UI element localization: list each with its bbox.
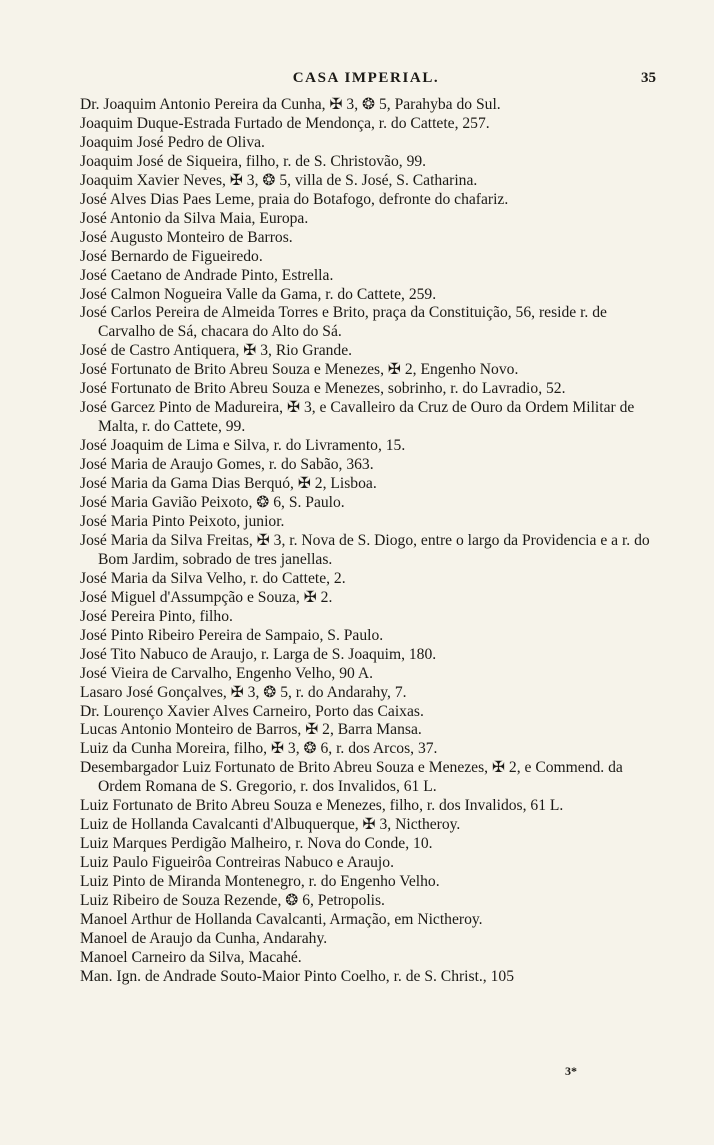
list-item: José de Castro Antiquera, ✠ 3, Rio Grande.	[80, 342, 353, 360]
list-item: Luiz Fortunato de Brito Abreu Souza e Menezes, filho, r. dos Invalidos, 61 L.	[80, 797, 564, 815]
list-item: José Maria da Silva Velho, r. do Cattete, 2.	[80, 569, 346, 587]
list-item: José Bernardo de Figueiredo.	[80, 247, 263, 265]
list-item: José Fortunato de Brito Abreu Souza e Menezes, sobrinho, r. do Lavradio, 52.	[80, 380, 566, 398]
list-item: Luiz de Hollanda Cavalcanti d'Albuquerque, ✠ 3, Nictheroy.	[80, 816, 461, 834]
list-item: Luiz da Cunha Moreira, filho, ✠ 3, ❂ 6, r. dos Arcos, 37.	[80, 740, 438, 758]
list-item: Joaquim Xavier Neves, ✠ 3, ❂ 5, villa de S. José, S. Catharina.	[80, 171, 478, 189]
list-item: José Joaquim de Lima e Silva, r. do Livramento, 15.	[80, 437, 406, 455]
list-item: Manoel Arthur de Hollanda Cavalcanti, Armação, em Nictheroy.	[80, 910, 483, 928]
list-item: Dr. Joaquim Antonio Pereira da Cunha, ✠ 3, ❂ 5, Parahyba do Sul.	[80, 96, 501, 113]
list-item: Luiz Ribeiro de Souza Rezende, ❂ 6, Petropolis.	[80, 892, 385, 910]
list-item: Joaquim Duque-Estrada Furtado de Mendonça, r. do Cattete, 257.	[80, 114, 490, 132]
page-header	[76, 70, 656, 92]
list-item: José Fortunato de Brito Abreu Souza e Menezes, ✠ 2, Engenho Novo.	[80, 361, 519, 379]
list-item: Joaquim José Pedro de Oliva.	[80, 133, 265, 151]
list-item: José Maria Pinto Peixoto, junior.	[80, 512, 285, 530]
directory-list	[80, 96, 656, 987]
list-item: José Miguel d'Assumpção e Souza, ✠ 2.	[80, 588, 333, 606]
list-item: José Calmon Nogueira Valle da Gama, r. do Cattete, 259.	[80, 285, 437, 303]
list-item: Manoel de Araujo da Cunha, Andarahy.	[80, 929, 328, 947]
list-item: Manoel Carneiro da Silva, Macahé.	[80, 948, 302, 966]
list-item: José Caetano de Andrade Pinto, Estrella.	[80, 266, 334, 284]
list-item: José Garcez Pinto de Madureira, ✠ 3, e Cavalleiro da Cruz de Ouro da Ordem Militar de Malta, r. do Cattete, 99.	[80, 399, 635, 436]
list-item: Dr. Lourenço Xavier Alves Carneiro, Porto das Caixas.	[80, 702, 424, 720]
list-item: José Carlos Pereira de Almeida Torres e Brito, praça da Constituição, 56, reside r. de Carvalho de Sá, chacara do Alto do Sá.	[80, 304, 607, 341]
list-item: José Maria Gavião Peixoto, ❂ 6, S. Paulo.	[80, 494, 345, 512]
page-number: 35	[641, 70, 656, 86]
list-item: Luiz Marques Perdigão Malheiro, r. Nova do Conde, 10.	[80, 835, 433, 853]
signature-mark: 3*	[565, 1064, 577, 1078]
list-item: José Tito Nabuco de Araujo, r. Larga de S. Joaquim, 180.	[80, 645, 437, 663]
list-item: José Augusto Monteiro de Barros.	[80, 228, 293, 246]
list-item: Joaquim José de Siqueira, filho, r. de S. Christovão, 99.	[80, 152, 427, 170]
list-item: José Maria da Gama Dias Berquó, ✠ 2, Lisboa.	[80, 475, 377, 493]
list-item: José Pereira Pinto, filho.	[80, 607, 233, 625]
list-item: Man. Ign. de Andrade Souto-Maior Pinto Coelho, r. de S. Christ., 105	[80, 967, 514, 985]
page-title: CASA IMPERIAL.	[292, 70, 440, 86]
list-item: Lucas Antonio Monteiro de Barros, ✠ 2, Barra Mansa.	[80, 721, 422, 739]
list-item: Lasaro José Gonçalves, ✠ 3, ❂ 5, r. do Andarahy, 7.	[80, 683, 407, 701]
list-item: Desembargador Luiz Fortunato de Brito Abreu Souza e Menezes, ✠ 2, e Commend. da Ordem Romana de S. Gregorio, r. dos Invalidos, 61 L.	[80, 759, 623, 796]
list-item: José Maria da Silva Freitas, ✠ 3, r. Nova de S. Diogo, entre o largo da Providencia e a r. do Bom Jardim, sobrado de tres janellas.	[80, 531, 650, 568]
list-item: José Alves Dias Paes Leme, praia do Botafogo, defronte do chafariz.	[80, 190, 509, 208]
list-item: Luiz Paulo Figueirôa Contreiras Nabuco e Araujo.	[80, 854, 394, 872]
list-item: Luiz Pinto de Miranda Montenegro, r. do Engenho Velho.	[80, 873, 440, 891]
list-item: José Pinto Ribeiro Pereira de Sampaio, S. Paulo.	[80, 626, 384, 644]
list-item: José Maria de Araujo Gomes, r. do Sabão, 363.	[80, 456, 374, 474]
list-item: José Antonio da Silva Maia, Europa.	[80, 209, 309, 227]
list-item: José Vieira de Carvalho, Engenho Velho, 90 A.	[80, 664, 373, 682]
